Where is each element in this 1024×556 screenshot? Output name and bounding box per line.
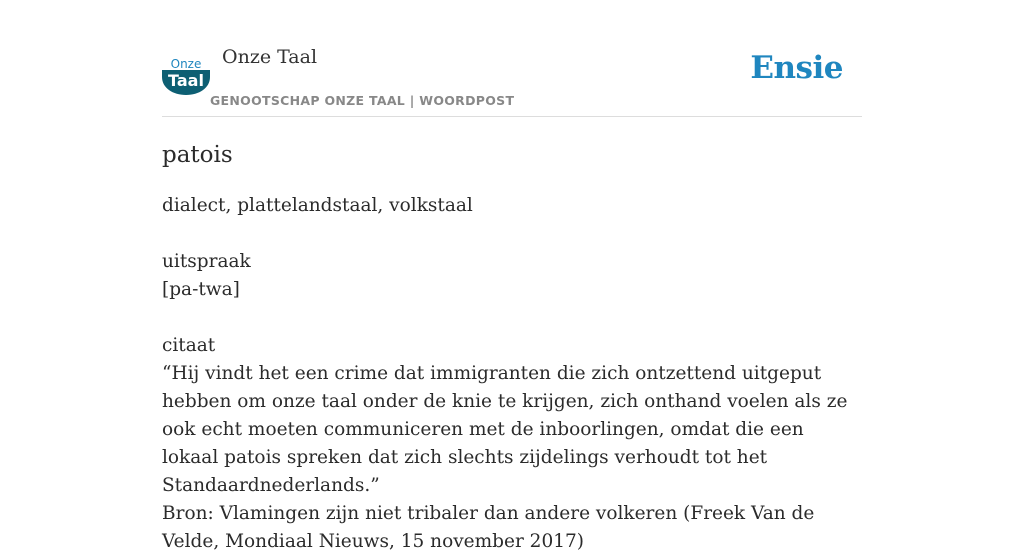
ensie-brand-logo[interactable]: Ensie [750, 50, 843, 86]
spacer [162, 220, 864, 248]
quote-text: “Hij vindt het een crime dat immigranten die zich ontzettend uitgeput hebben om onze taal onder de knie te krijgen, zich onthand voelen als ze ook echt moeten communiceren met de inboorlingen, omdat die een lokaal patois spreken dat zich slechts zijdelings verhoudt tot het Standaardnederlands.” [162, 363, 848, 496]
pronunciation-label: uitspraak [162, 251, 251, 272]
entry-content [162, 138, 864, 556]
quote-section [162, 332, 864, 556]
site-header [162, 40, 862, 117]
site-subtitle: GENOOTSCHAP ONZE TAAL | WOORDPOST [210, 93, 515, 108]
logo-top-text: Onze [170, 57, 202, 71]
quote-source: Bron: Vlamingen zijn niet tribaler dan andere volkeren (Freek Van de Velde, Mondiaal Nieuws, 15 november 2017) [162, 503, 815, 552]
logo-bottom-text: Taal [168, 71, 204, 90]
onze-taal-logo[interactable] [162, 55, 210, 96]
pronunciation-value: [pa-twa] [162, 279, 240, 300]
spacer [162, 304, 864, 332]
quote-label: citaat [162, 335, 216, 356]
site-name[interactable]: Onze Taal [222, 46, 318, 68]
pronunciation-section [162, 248, 864, 304]
entry-synonyms: dialect, plattelandstaal, volkstaal [162, 195, 473, 216]
entry-title: patois [162, 142, 233, 168]
